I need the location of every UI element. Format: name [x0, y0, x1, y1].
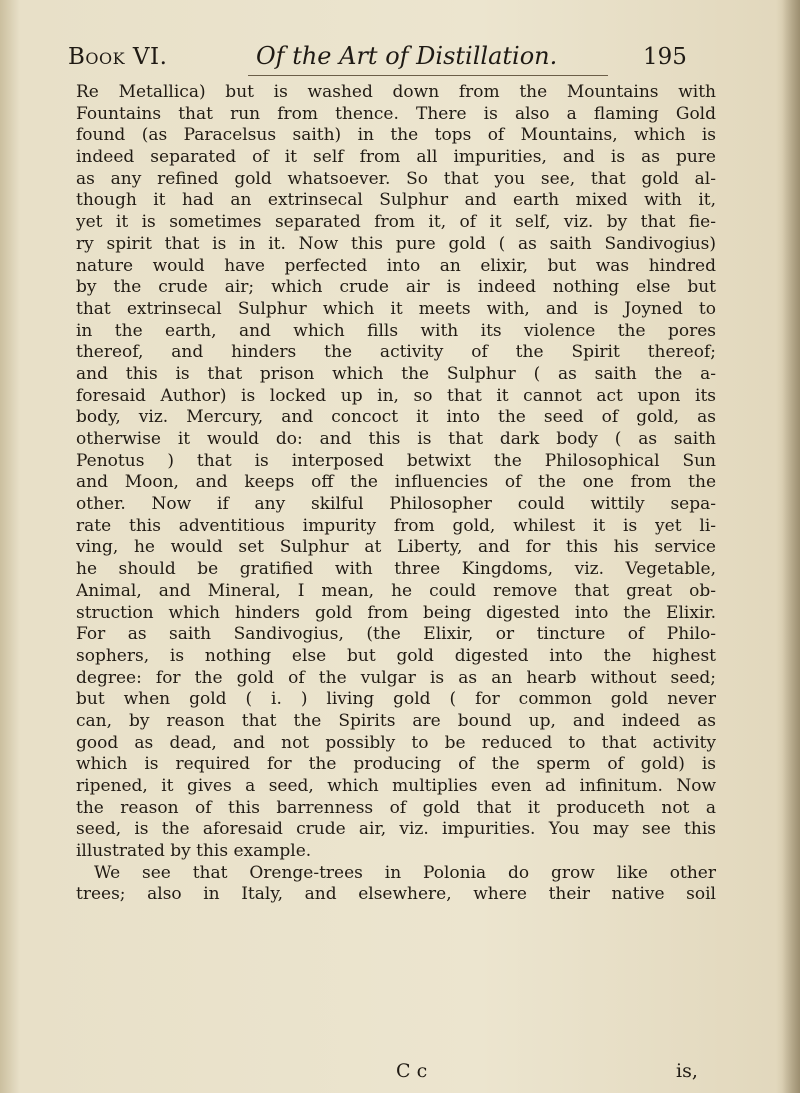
text-line: degree: for the gold of the vulgar is as an hearb without seed;: [76, 667, 716, 688]
text-line: Penotus ) that is interposed betwixt the Philosophical Sun: [76, 450, 716, 471]
text-line: ripened, it gives a seed, which multiplies even ad infinitum. Now: [76, 776, 716, 796]
text-line: sophers, is nothing else but gold digested into the highest: [76, 645, 716, 666]
text-line: We see that Orenge-trees in Polonia do grow like other: [94, 862, 716, 883]
text-line: thereof, and hinders the activity of the Spirit thereof;: [76, 342, 716, 363]
text-line: can, by reason that the Spirits are bound up, and indeed as: [76, 710, 716, 731]
running-header: [68, 40, 768, 80]
text-line: seed, is the aforesaid crude air, viz. impurities. You may see this: [76, 819, 716, 840]
text-line: but when gold ( i. ) living gold ( for common gold never: [76, 689, 716, 710]
text-line: ry spirit that is in it. Now this pure gold ( as saith Sandivogius): [76, 233, 716, 254]
page-footer: [0, 1060, 800, 1086]
text-line: in the earth, and which fills with its violence the pores: [76, 320, 716, 341]
text-line: yet it is sometimes separated from it, of it self, viz. by that fie-: [76, 212, 716, 233]
text-line: For as saith Sandivogius, (the Elixir, or tincture of Philo-: [76, 624, 716, 645]
page-fold-shadow: [782, 0, 800, 1093]
text-line: ving, he would set Sulphur at Liberty, and for this his service: [76, 537, 716, 558]
text-line: as any refined gold whatsoever. So that you see, that gold al-: [76, 168, 716, 189]
text-line: Re Metallica) but is washed down from the Mountains with: [76, 82, 716, 102]
text-line: he should be gratified with three Kingdoms, viz. Vegetable,: [76, 559, 716, 580]
text-line: Animal, and Mineral, I mean, he could remove that great ob-: [76, 580, 716, 601]
text-line: struction which hinders gold from being digested into the Elixir.: [76, 602, 716, 623]
text-line: otherwise it would do: and this is that dark body ( as saith: [76, 429, 716, 449]
text-line: rate this adventitious impurity from gold, whilest it is yet li-: [76, 515, 716, 536]
book-number: Book VI.: [68, 44, 168, 70]
catchword: is,: [676, 1060, 698, 1082]
text-line: and this is that prison which the Sulphur ( as saith the a-: [76, 363, 716, 384]
running-title: Of the Art of Distillation.: [256, 42, 558, 70]
text-line: nature would have perfected into an elixir, but was hindred: [76, 255, 716, 276]
text-line: other. Now if any skilful Philosopher could wittily sepa-: [76, 494, 716, 515]
text-line: Fountains that run from thence. There is also a flaming Gold: [76, 103, 716, 124]
text-line: trees; also in Italy, and elsewhere, where their native soil: [76, 884, 716, 905]
text-line: good as dead, and not possibly to be reduced to that activity: [76, 732, 716, 753]
text-line: the reason of this barrenness of gold that it produceth not a: [76, 797, 716, 818]
text-line: and Moon, and keeps off the influencies of the one from the: [76, 472, 716, 493]
text-line: by the crude air; which crude air is indeed nothing else but: [76, 277, 716, 298]
header-rule: [248, 75, 608, 76]
text-line: which is required for the producing of the sperm of gold) is: [76, 754, 716, 775]
text-line: though it had an extrinsecal Sulphur and earth mixed with it,: [76, 190, 716, 211]
text-line: foresaid Author) is locked up in, so that it cannot act upon its: [76, 385, 716, 406]
text-line: that extrinsecal Sulphur which it meets with, and is Joyned to: [76, 298, 716, 319]
page-number: 195: [643, 44, 687, 70]
text-line: body, viz. Mercury, and concoct it into the seed of gold, as: [76, 407, 716, 428]
text-line: illustrated by this example.: [76, 841, 312, 862]
text-line: found (as Paracelsus saith) in the tops of Mountains, which is: [76, 125, 716, 146]
text-line: indeed separated of it self from all impurities, and is as pure: [76, 147, 716, 168]
body-text: [76, 82, 716, 906]
signature-mark: C c: [396, 1060, 428, 1082]
